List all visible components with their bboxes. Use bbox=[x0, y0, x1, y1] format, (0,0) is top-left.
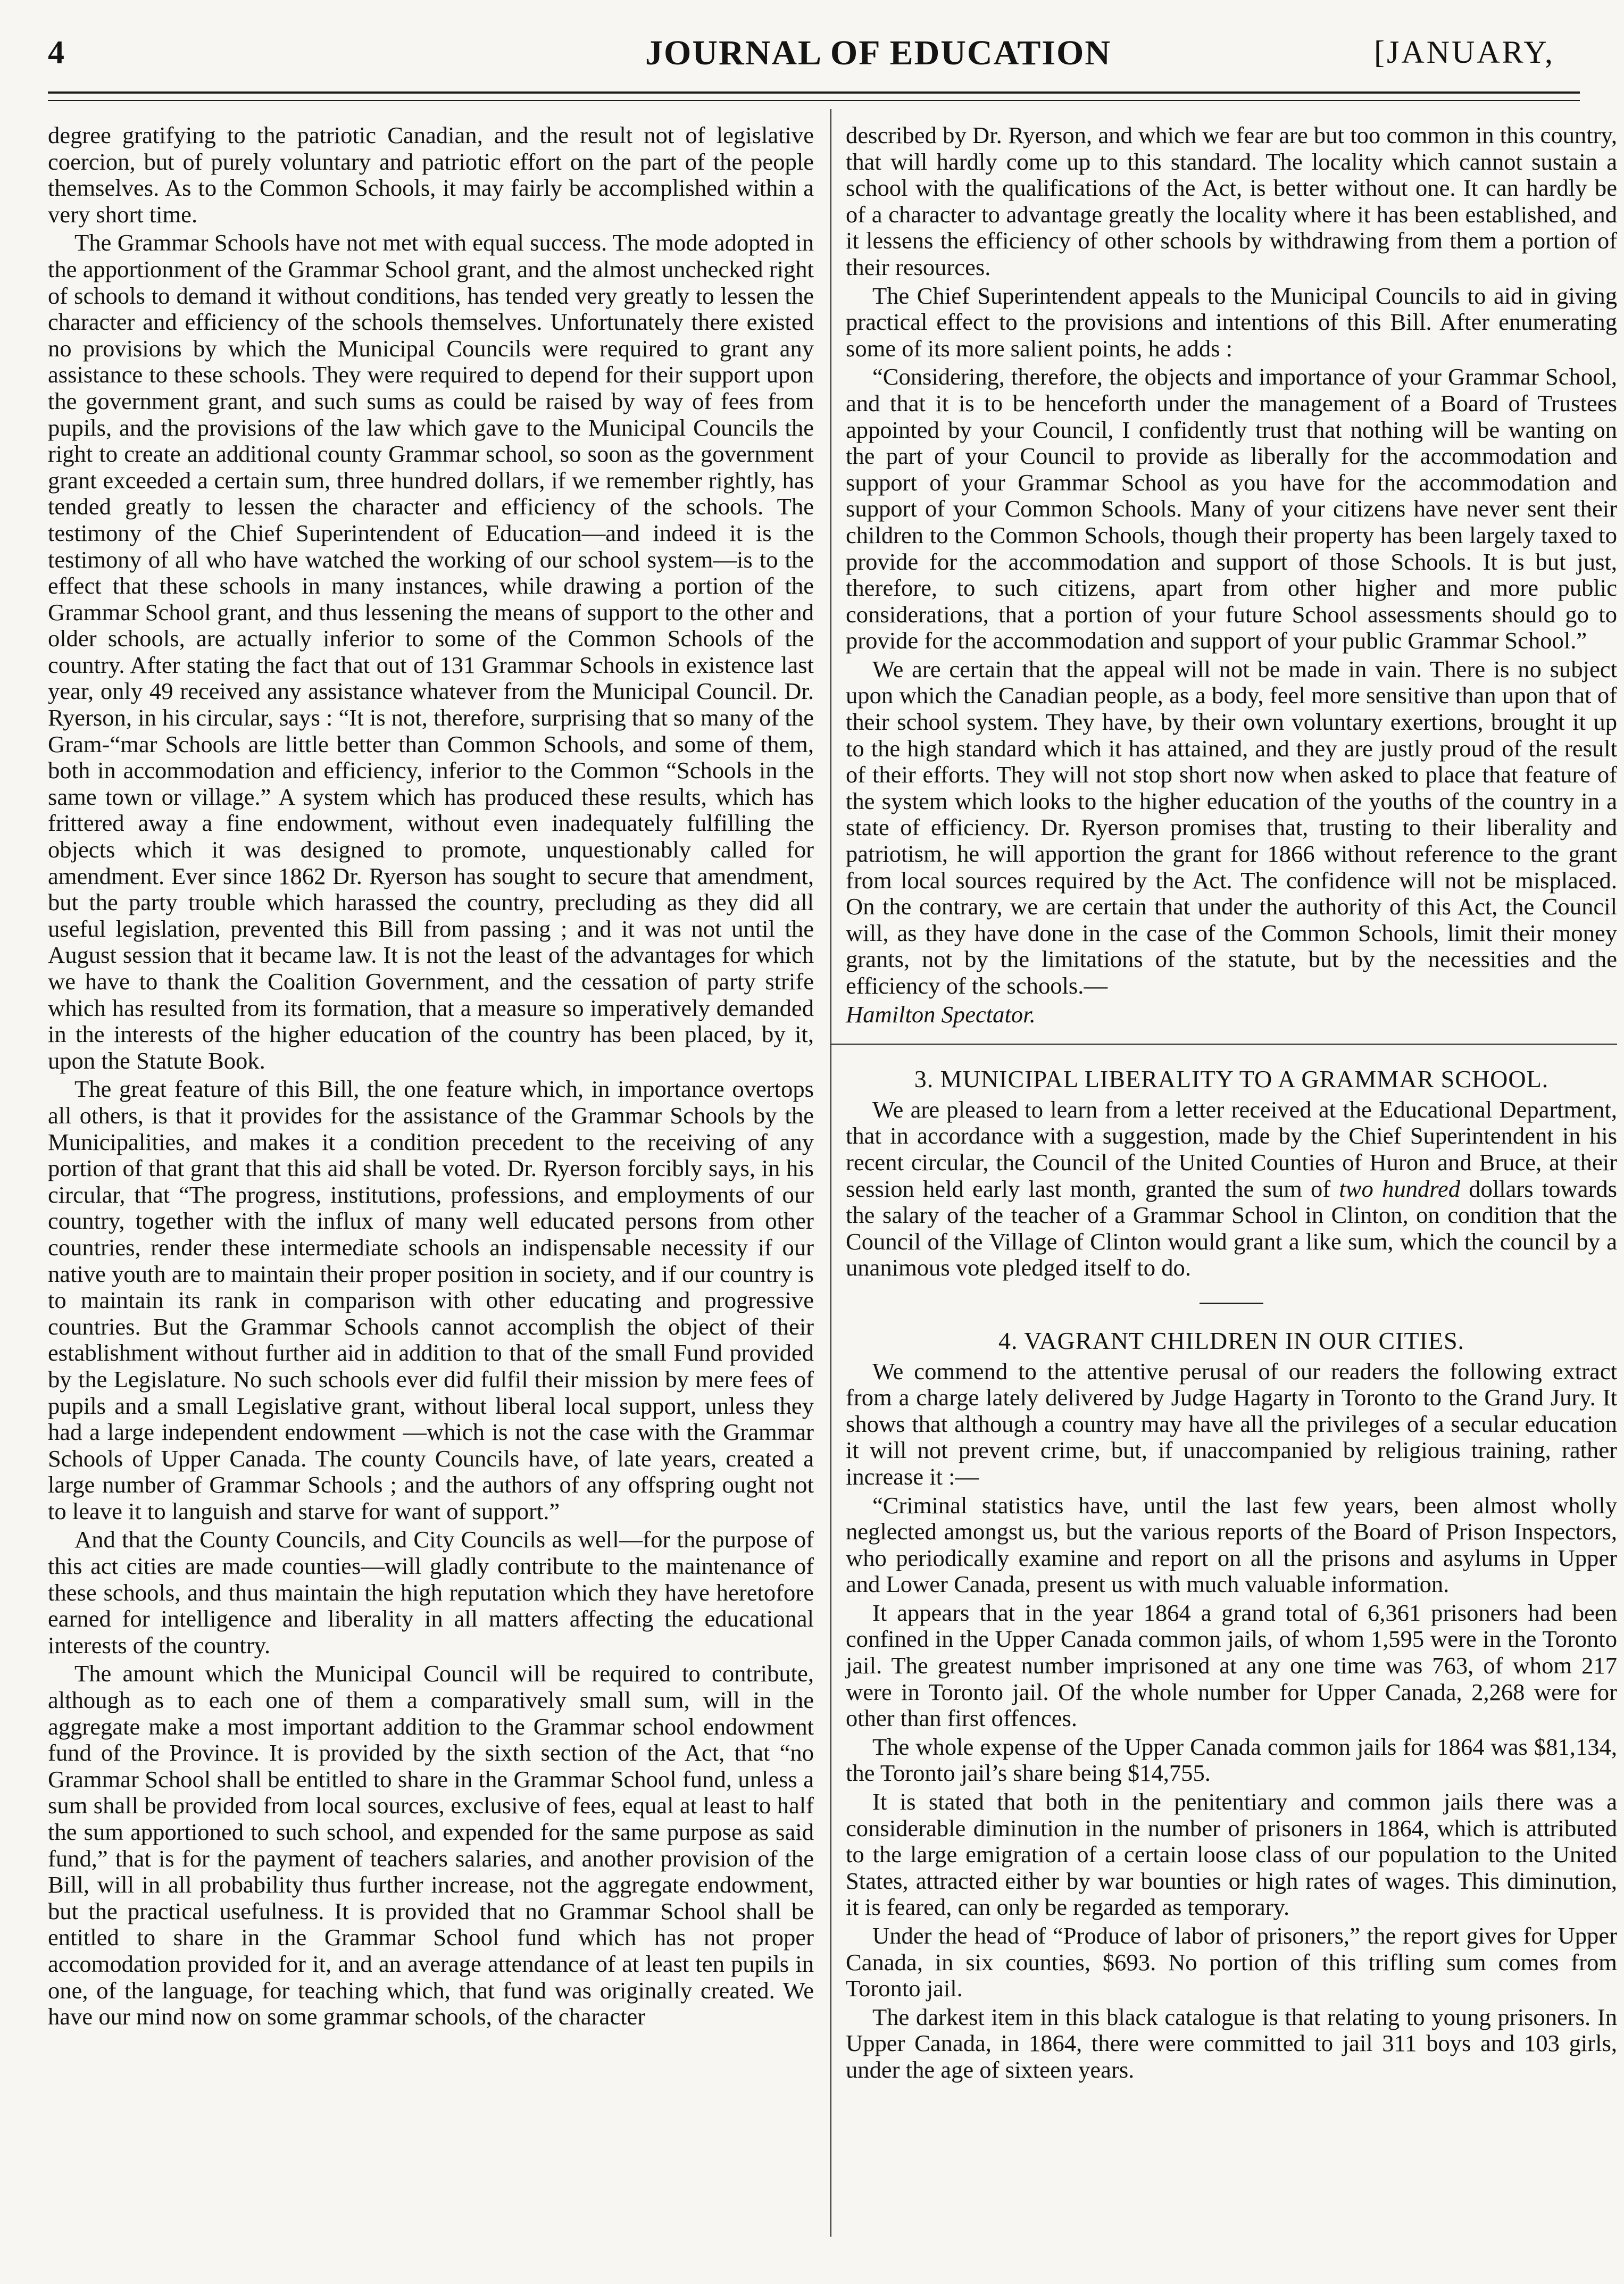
paragraph: The Grammar Schools have not met with equal success. The mode adopted in the apportionment of the Grammar School grant, and the almost unchecked right of schools to demand it without conditions, has tended very greatly to lessen the character and efficiency of the schools themselves. Unfortunately there existed no provisions by which the Municipal Councils were required to grant any assistance to these schools. They were required to depend for their support upon the government grant, and such sums as could be raised by way of fees from pupils, and the provisions of the law which gave to the Municipal Councils the right to create an additional county Grammar school, so soon as the government grant exceeded a certain sum, three hundred dollars, if we remember rightly, has tended greatly to lessen the character and efficiency of the schools. The testimony of the Chief Superintendent of Education—and indeed it is the testimony of all who have watched the working of our school system—is to the effect that these schools in many instances, while drawing a portion of the Grammar School grant, and thus lessening the means of support to the other and older schools, are actually inferior to some of the Common Schools of the country. After stating the fact that out of 131 Grammar Schools in existence last year, only 49 received any assistance whatever from the Municipal Council. Dr. Ryerson, in his circular, says : “It is not, therefore, surprising that so many of the Gram-“mar Schools are little better than Common Schools, and some of them, both in accommodation and efficiency, inferior to the Common “Schools in the same town or village.” A system which has produced these results, which has frittered away a fine endowment, without even inadequately fulfilling the objects which it was designed to promote, unquestionably called for amendment. Ever since 1862 Dr. Ryerson has sought to secure that amendment, but the party trouble which harassed the country, precluding as they did all useful legislation, prevented this Bill from passing ; and it was not until the August session that it became law. It is not the least of the advantages for which we have to thank the Coalition Government, and the cessation of party strife which has resulted from its formation, that a measure so imperatively demanded in the interests of the higher education of the country has been placed, by it, upon the Statute Book. bbox=[48, 229, 814, 1074]
paragraph: The Chief Superintendent appeals to the Municipal Councils to aid in giving practical effect to the provisions and intentions of this Bill. After enumerating some of its more salient points, he adds : bbox=[846, 282, 1617, 362]
column-divider bbox=[830, 109, 831, 2237]
header-rule-thin bbox=[48, 100, 1580, 101]
issue-month: [JANUARY, bbox=[1374, 35, 1555, 70]
source-credit: Hamilton Spectator. bbox=[846, 1001, 1036, 1028]
paragraph: The great feature of this Bill, the one feature which, in importance overtops all others, is that it provides for the assistance of the Grammar Schools by the Municipalities, and makes it a condition precedent to the receiving of any portion of that grant that this aid shall be voted. Dr. Ryerson forcibly says, in his circular, that “The progress, institutions, professions, and employments of our country, together with the influx of many well educated persons from other countries, render these intermediate schools an indispensable necessity if our native youth are to maintain their proper position in society, and if our country is to maintain its rank in comparison with other educating and progressive countries. But the Grammar Schools cannot accomplish the object of their establishment without further aid in addition to that of the small Fund provided by the Legislature. No such schools ever did fulfil their mission by mere fees of pupils and a small Legislative grant, without liberal local support, unless they had a large independent endowment —which is not the case with the Grammar Schools of Upper Canada. The county Councils have, of late years, created a large number of Grammar Schools ; and the authors of any offspring ought not to leave it to languish and starve for want of support.” bbox=[48, 1076, 814, 1524]
journal-title: JOURNAL OF EDUCATION bbox=[645, 34, 1112, 72]
paragraph: The amount which the Municipal Council will be required to contribute, although as to each one of them a comparatively small sum, will in the aggregate make a most important addition to the Grammar school endowment fund of the Province. It is provided by the sixth section of the Act, that “no Grammar School shall be entitled to share in the Grammar School fund, unless a sum shall be provided from local sources, exclusive of fees, equal at least to half the sum apportioned to such school, and expended for the same purpose as said fund,” that is for the payment of teachers salaries, and another provision of the Bill, will in all probability thus further increase, not the aggregate endowment, but the practical usefulness. It is provided that no Grammar School shall be entitled to share in the Grammar School fund which has not proper accomodation provided for it, and an average attendance of at least ten pupils in one, of the language, for teaching which, that fund was originally created. We have our mind now on some grammar schools, of the character bbox=[48, 1660, 814, 2030]
section-3-text-after: dollars towards the salary of the teacher of a Grammar School in Clinton, on condition that the Council of the Village of Clinton would grant a like sum, which the council by a unanimous vote pledged itself to do. bbox=[846, 1175, 1617, 1281]
section-3-paragraph bbox=[846, 1097, 1617, 1281]
paragraph: The darkest item in this black catalogue is that relating to young prisoners. In Upper Canada, in 1864, there were committed to jail 311 boys and 103 girls, under the age of sixteen years. bbox=[846, 2003, 1617, 2083]
page-number: 4 bbox=[48, 35, 64, 71]
section-4-heading: 4. VAGRANT CHILDREN IN OUR CITIES. bbox=[998, 1327, 1465, 1354]
quotation: “Criminal statistics have, until the last few years, been almost wholly neglected amongst us, but the various reports of the Board of Prison Inspectors, who periodically examine and report on all the prisons and asylums in Upper and Lower Canada, present us with much valuable information. bbox=[846, 1491, 1617, 1598]
paragraph: We are certain that the appeal will not be made in vain. There is no subject upon which the Canadian people, as a body, feel more sensitive than upon that of their school system. They have, by their own voluntary exertions, brought it up to the high standard which it has attained, and they are justly proud of the result of their efforts. They will not stop short now when asked to place that feature of the system which looks to the higher education of the youths of the country in a state of efficiency. Dr. Ryerson promises that, trusting to their liberality and patriotism, he will apportion the grant for 1866 without reference to the grant from local sources required by the Act. The confidence will not be misplaced. On the contrary, we are certain that under the authority of this Act, the Council will, as they have done in the case of the Common Schools, limit their money grants, not by the limitations of the statute, but by the necessities and the efficiency of the schools.— bbox=[846, 655, 1617, 999]
left-column bbox=[48, 122, 814, 2030]
quotation: “Considering, therefore, the objects and importance of your Grammar School, and that it is to be henceforth under the management of a Board of Trustees appointed by your Council, I confidently trust that nothing will be wanting on the part of your Council to provide as liberally for the accommodation and support of your Grammar School as you have for the accommodation and support of your Common Schools. Many of your citizens have never sent their children to the Common Schools, though their property has been largely taxed to provide for the accommodation and support of those Schools. It is but just, therefore, to such citizens, apart from other higher and more public considerations, that a portion of your future School assessments should go to provide for the accommodation and support of your public Grammar School.” bbox=[846, 363, 1617, 654]
section-separator bbox=[1200, 1303, 1263, 1304]
right-column bbox=[846, 122, 1617, 2083]
header-rule-thick bbox=[48, 91, 1580, 94]
paragraph: It is stated that both in the penitentiary and common jails there was a considerable diminution in the number of prisoners in 1864, which is attributed to the large emigration of a certain loose class of our population to the United States, attracted either by war bounties or high rates of wages. This diminution, it is feared, can only be regarded as temporary. bbox=[846, 1788, 1617, 1921]
section-divider bbox=[831, 1044, 1617, 1045]
paragraph: We commend to the attentive perusal of our readers the following extract from a charge lately delivered by Judge Hagarty in Toronto to the Grand Jury. It shows that although a country may have all the privileges of a secular education it will not prevent crime, but, if unaccompanied by religious training, rather increase it :— bbox=[846, 1357, 1617, 1490]
paragraph: described by Dr. Ryerson, and which we fear are but too common in this country, that will hardly come up to this standard. The locality which cannot sustain a school with the qualifications of the Act, is better without one. It can hardly be of a character to advantage greatly the locality where it has been established, and it lessens the efficiency of other schools by withdrawing from them a portion of their resources. bbox=[846, 122, 1617, 280]
paragraph: And that the County Councils, and City Councils as well—for the purpose of this act cities are made counties—will gladly contribute to the maintenance of these schools, and thus maintain the high reputation which they have heretofore earned for intelligence and liberality in all matters affecting the educational interests of the country. bbox=[48, 1526, 814, 1658]
paragraph: It appears that in the year 1864 a grand total of 6,361 prisoners had been confined in the Upper Canada common jails, of whom 1,595 were in the Toronto jail. The greatest number imprisoned at any one time was 763, of whom 217 were in Toronto jail. Of the whole number for Upper Canada, 2,268 were for other than first offences. bbox=[846, 1599, 1617, 1732]
page-header bbox=[0, 26, 1624, 84]
paragraph: Under the head of “Produce of labor of prisoners,” the report gives for Upper Canada, in six counties, $693. No portion of this trifling sum comes from Toronto jail. bbox=[846, 1922, 1617, 2002]
section-3-emphasis: two hundred bbox=[1339, 1175, 1461, 1202]
section-3-heading: 3. MUNICIPAL LIBERALITY TO A GRAMMAR SCHOOL. bbox=[914, 1065, 1549, 1093]
section-3-text-before: We are pleased to learn from a letter received at the Educational Department, that in accordance with a suggestion, made by the Chief Superintendent in his recent circular, the Council of the United Counties of Huron and Bruce, at their session held early last month, granted the sum of bbox=[846, 1096, 1617, 1202]
paragraph: The whole expense of the Upper Canada common jails for 1864 was $81,134, the Toronto jail’s share being $14,755. bbox=[846, 1733, 1617, 1787]
paragraph: degree gratifying to the patriotic Canadian, and the result not of legislative coercion, but of purely voluntary and patriotic effort on the part of the people themselves. As to the Common Schools, it may fairly be accomplished within a very short time. bbox=[48, 122, 814, 228]
